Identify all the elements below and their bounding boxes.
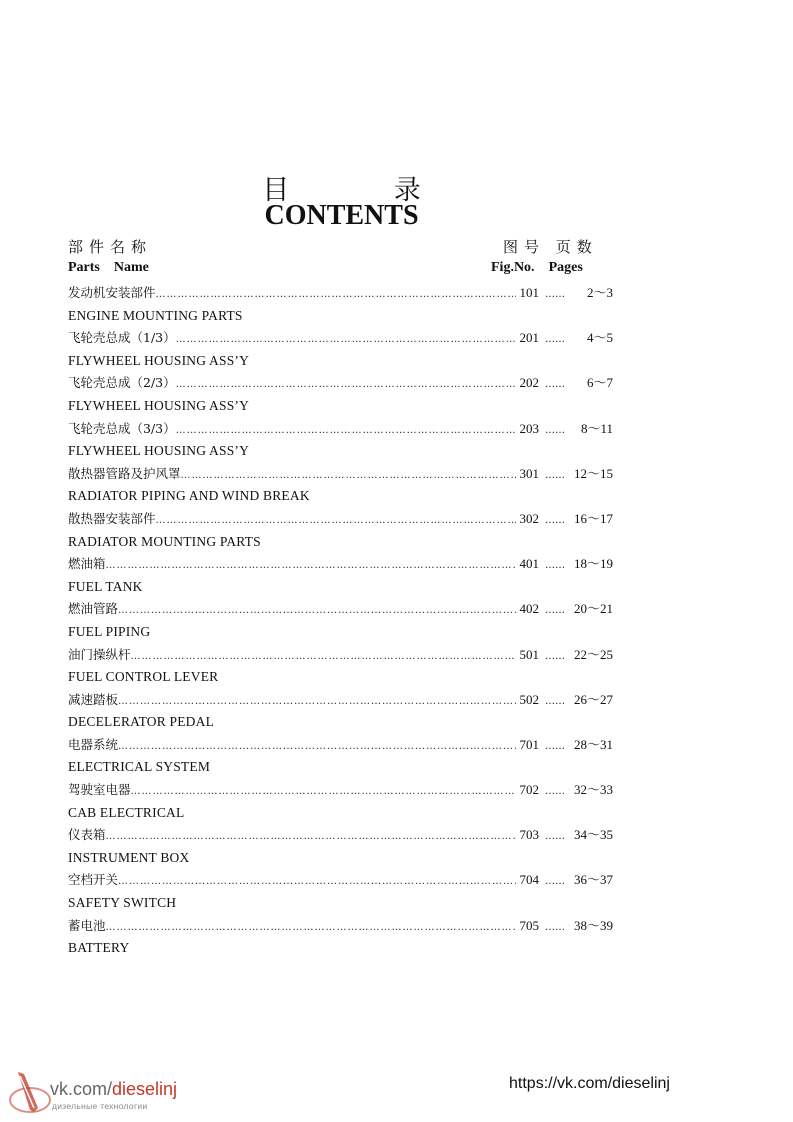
entry-name-en: FUEL TANK [68,578,143,594]
contents-entry [68,869,613,914]
contents-entry [68,644,613,689]
watermark-subtitle: дизельные технологии [52,1101,148,1111]
dot-leader-short: …… [545,831,565,843]
entry-fig-no: 302 [519,510,539,526]
entry-pages: 8～11 [580,420,613,436]
page-title: CONTENTS [264,200,419,231]
contents-entry [68,553,613,598]
entry-fig-no: 401 [519,556,539,572]
site-url: https://vk.com/dieselinj [509,1075,670,1092]
dot-leader [156,510,516,533]
contents-list [68,282,613,960]
column-header-fig-pages [491,260,583,276]
entry-fig-no: 704 [519,872,539,888]
dot-leader-short: …… [545,560,565,572]
entry-fig-no: 501 [519,646,539,662]
entry-name-en: INSTRUMENT BOX [68,849,190,865]
entry-fig-no: 701 [519,736,539,752]
contents-entry [68,734,613,779]
header-fig-label: Fig.No. [491,260,535,275]
dot-leader-short: …… [545,740,565,752]
entry-fig-no: 202 [519,375,539,391]
entry-pages: 4～5 [586,330,613,346]
contents-entry [68,915,613,960]
watermark-highlight: dieselinj [112,1079,178,1099]
entry-fig-no: 402 [519,601,539,617]
entry-row-cn [68,734,613,757]
entry-row-cn [68,869,613,892]
dot-leader [176,329,516,352]
entry-pages: 22～25 [573,646,613,662]
entry-fig-no: 301 [519,465,539,481]
entry-name-cn: 飞轮壳总成（3/3） [68,420,176,436]
entry-name-en: RADIATOR PIPING AND WIND BREAK [68,488,310,504]
contents-entry [68,779,613,824]
dot-leader-short: …… [545,695,565,707]
entry-name-cn: 散热器管路及护风罩 [68,465,181,481]
contents-entry [68,598,613,643]
entry-name-en: BATTERY [68,940,130,956]
entry-fig-no: 703 [519,827,539,843]
entry-name-cn: 仪表箱 [68,827,106,843]
entry-row-cn [68,463,613,486]
entry-pages: 16～17 [573,510,613,526]
entry-name-en: FLYWHEEL HOUSING ASS’Y [68,352,250,368]
entry-pages: 12～15 [573,465,613,481]
dot-leader [156,284,516,307]
entry-pages: 18～19 [573,556,613,572]
entry-row-cn [68,553,613,576]
dot-leader-short: …… [545,921,565,933]
entry-name-cn: 驾驶室电器 [68,782,131,798]
dot-leader-short: …… [545,469,565,481]
dot-leader-short: …… [545,379,565,391]
dot-leader [131,646,516,669]
entry-name-cn: 蓄电池 [68,917,106,933]
dot-leader [106,555,516,578]
entry-fig-no: 705 [519,917,539,933]
entry-name-cn: 飞轮壳总成（1/3） [68,330,176,346]
contents-entry [68,824,613,869]
contents-entry [68,463,613,508]
entry-row-cn [68,915,613,938]
entry-fig-no: 203 [519,420,539,436]
dot-leader [176,374,516,397]
dot-leader [118,871,515,894]
entry-name-cn: 散热器安装部件 [68,510,156,526]
dot-leader-short: …… [545,650,565,662]
dot-leader [106,917,516,940]
header-name-label: Name [113,260,149,275]
dot-leader [106,826,516,849]
dot-leader [181,465,516,488]
entry-name-en: FUEL PIPING [68,623,151,639]
entry-row-cn [68,327,613,350]
entry-name-cn: 飞轮壳总成（2/3） [68,375,176,391]
entry-name-cn: 燃油管路 [68,601,119,617]
contents-entry [68,327,613,372]
entry-pages: 2～3 [586,285,613,300]
entry-pages: 38～39 [573,917,613,933]
entry-name-cn: 发动机安装部件 [68,285,156,300]
entry-name-en: ELECTRICAL SYSTEM [68,759,211,775]
watermark-prefix: vk.com/ [50,1079,113,1099]
entry-row-cn [68,644,613,667]
contents-entry [68,689,613,734]
entry-pages: 20～21 [573,601,613,617]
contents-entry [68,418,613,463]
contents-entry [68,508,613,553]
entry-pages: 32～33 [573,782,613,798]
entry-pages: 34～35 [573,827,613,843]
entry-name-en: SAFETY SWITCH [68,895,177,911]
entry-fig-no: 702 [519,782,539,798]
entry-fig-no: 101 [519,285,539,300]
entry-name-en: DECELERATOR PEDAL [68,714,215,730]
entry-name-en: ENGINE MOUNTING PARTS [68,307,243,323]
header-parts-label: Parts [68,260,100,275]
entry-row-cn [68,372,613,395]
entry-name-cn: 减速踏板 [68,691,119,707]
entry-name-en: FLYWHEEL HOUSING ASS’Y [68,443,250,459]
watermark-text [50,1079,177,1100]
entry-name-en: RADIATOR MOUNTING PARTS [68,533,261,549]
entry-fig-no: 502 [519,691,539,707]
entry-row-cn [68,282,613,305]
column-header-part-name [68,260,149,276]
entry-name-cn: 空档开关 [68,872,119,888]
dot-leader-short: …… [545,876,565,888]
entry-row-cn [68,598,613,621]
dot-leader-short: …… [545,424,565,436]
entry-name-en: CAB ELECTRICAL [68,804,185,820]
header-pages-label: Pages [548,260,583,275]
entry-name-cn: 电器系统 [68,736,119,752]
entry-row-cn [68,508,613,531]
entry-row-cn [68,689,613,712]
entry-pages: 6～7 [586,375,613,391]
dot-leader [118,736,515,759]
entry-row-cn [68,779,613,802]
dot-leader-short: …… [545,334,565,346]
entry-row-cn [68,418,613,441]
contents-entry [68,372,613,417]
entry-name-cn: 油门操纵杆 [68,646,131,662]
entry-pages: 26～27 [573,691,613,707]
dot-leader [131,781,516,804]
dot-leader [176,420,516,443]
contents-entry [68,282,613,327]
entry-name-en: FLYWHEEL HOUSING ASS’Y [68,397,250,413]
dot-leader-short: …… [545,289,565,300]
entry-name-en: FUEL CONTROL LEVER [68,669,219,685]
dot-leader-short: …… [545,786,565,798]
column-header-part-name-cn: 部件名称 [68,238,153,256]
dot-leader-short: …… [545,514,565,526]
entry-name-cn: 燃油箱 [68,556,106,572]
dot-leader-short: …… [545,605,565,617]
entry-pages: 28～31 [573,736,613,752]
entry-pages: 36～37 [573,872,613,888]
page-title-chinese: 目 录 [262,175,469,206]
dot-leader [118,600,515,623]
dot-leader [118,691,515,714]
column-header-fig-pages-cn: 图号 页数 [503,238,598,256]
entry-row-cn [68,824,613,847]
entry-fig-no: 201 [519,330,539,346]
